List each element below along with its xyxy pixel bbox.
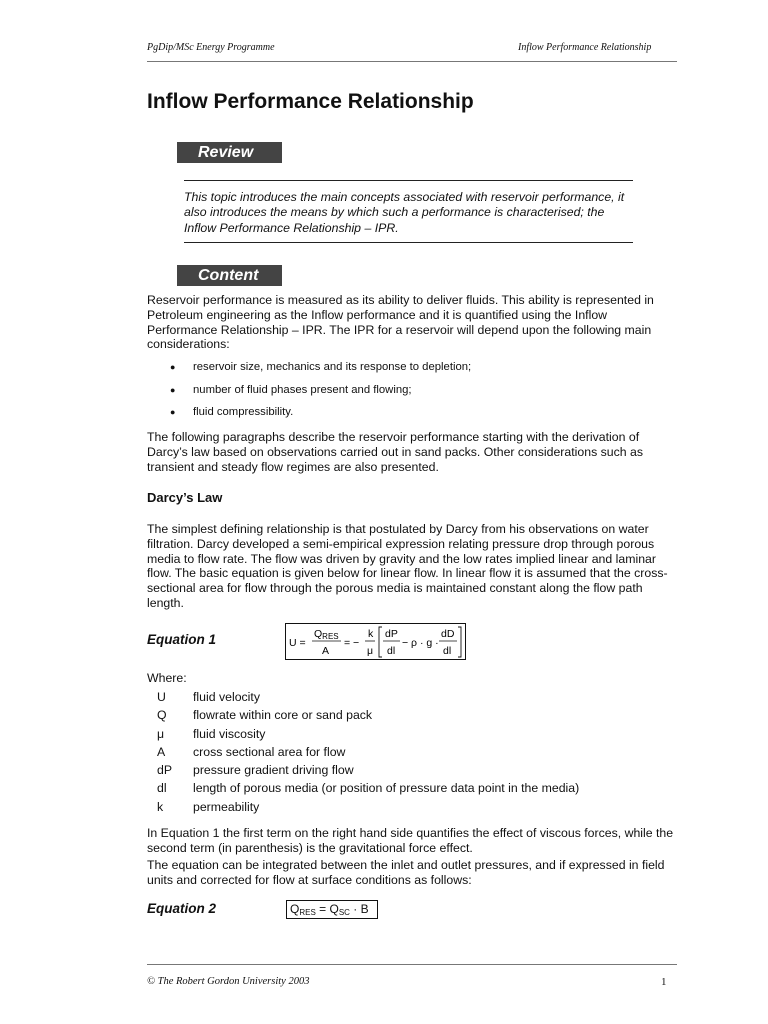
bullet-icon: ● [170,407,176,417]
considerations-list [170,360,471,428]
darcy-paragraph: The simplest defining relationship is that postulated by Darcy from his observations on water filtration. Darcy developed a semi-empirical expression relating pressure drop through porous media to flow rate. The flow was driven by gravity and the low rates implied linear and laminar flow. The basic equation is given below for linear flow. In linear flow it is assumed that the cross-sectional area for flow through the porous media is maintained constant along the flow path length. [147,522,668,610]
equation-1-label: Equation 1 [147,632,217,647]
eq1-dd: dD [441,628,455,640]
page-number: 1 [661,976,667,988]
eq1-dp: dP [385,628,398,640]
following-paragraph: The following paragraphs describe the reservoir performance starting with the derivation of Darcy’s law based on observations carried out in sand packs. Other considerations such as transient and steady flow regimes are also presented. [147,430,644,474]
list-item: ● fluid compressibility. [170,406,294,418]
list-item: A cross sectional area for flow [157,744,346,759]
running-header-left: PgDip/MSc Energy Programme [147,42,275,53]
list-item: dl length of porous media (or position of pressure data point in the media) [157,781,580,796]
eq1-a: A [322,645,330,657]
eq1-dl2: dl [443,645,452,657]
review-text: This topic introduces the main concepts associated with reservoir performance, it also introduces the means by which such a performance is characterised; the Inflow Performance Relationship – IPR. [184,190,625,235]
equation-2-label: Equation 2 [147,901,217,916]
eq1-bracket-left [379,627,382,657]
eq1-dl: dl [387,645,396,657]
eq1-eq: = − [344,637,360,649]
symbol-list [157,688,579,816]
equation-1-box [285,623,466,660]
bullet-icon: ● [170,384,176,395]
equation-2-box: QRES = QSC · B [286,900,378,919]
running-header-right: Inflow Performance Relationship [518,42,652,53]
content-tag: Content [177,265,282,286]
page-title: Inflow Performance Relationship [147,90,474,113]
bullet-icon: ● [170,362,176,372]
copyright-footer: © The Robert Gordon University 2003 [147,976,310,987]
list-item: dP pressure gradient driving flow [157,763,354,778]
list-item: ● reservoir size, mechanics and its response to depletion; [170,361,472,373]
list-item: U fluid velocity [157,690,260,704]
intro-paragraph: Reservoir performance is measured as its ability to deliver fluids. This ability is represented in Petroleum engineering as the Inflow performance and it is quantified using the Inflow Performance Relationship – IPR. The IPR for a reservoir will depend upon the following main considerations: [147,293,654,352]
review-rule-bottom [184,242,633,243]
eq1-q: QRES [314,628,339,641]
eq1-k: k [368,628,374,640]
darcy-heading: Darcy’s Law [147,490,223,505]
integration-paragraph: The equation can be integrated between the inlet and outlet pressures, and if expressed in field units and corrected for flow at surface conditions as follows: [147,858,665,887]
equation-1-formula [286,624,465,659]
footer-rule [147,964,677,965]
viscous-paragraph: In Equation 1 the first term on the right hand side quantifies the effect of viscous forces, while the second term (in parenthesis) is the gravitational force effect. [147,826,674,855]
eq1-mu: μ [367,645,374,657]
list-item: ● number of fluid phases present and flowing; [170,383,412,396]
review-rule-top [184,180,633,181]
list-item: Q flowrate within core or sand pack [157,708,373,723]
list-item: k permeability [157,799,260,814]
eq1-bracket-right [458,627,461,657]
eq1-mid: − ρ · g · [402,637,439,649]
where-label: Where: [147,671,187,685]
eq1-lhs: U = [289,637,306,649]
list-item: μ fluid viscosity [157,726,266,741]
review-tag: Review [177,142,282,163]
header-rule [147,61,677,62]
